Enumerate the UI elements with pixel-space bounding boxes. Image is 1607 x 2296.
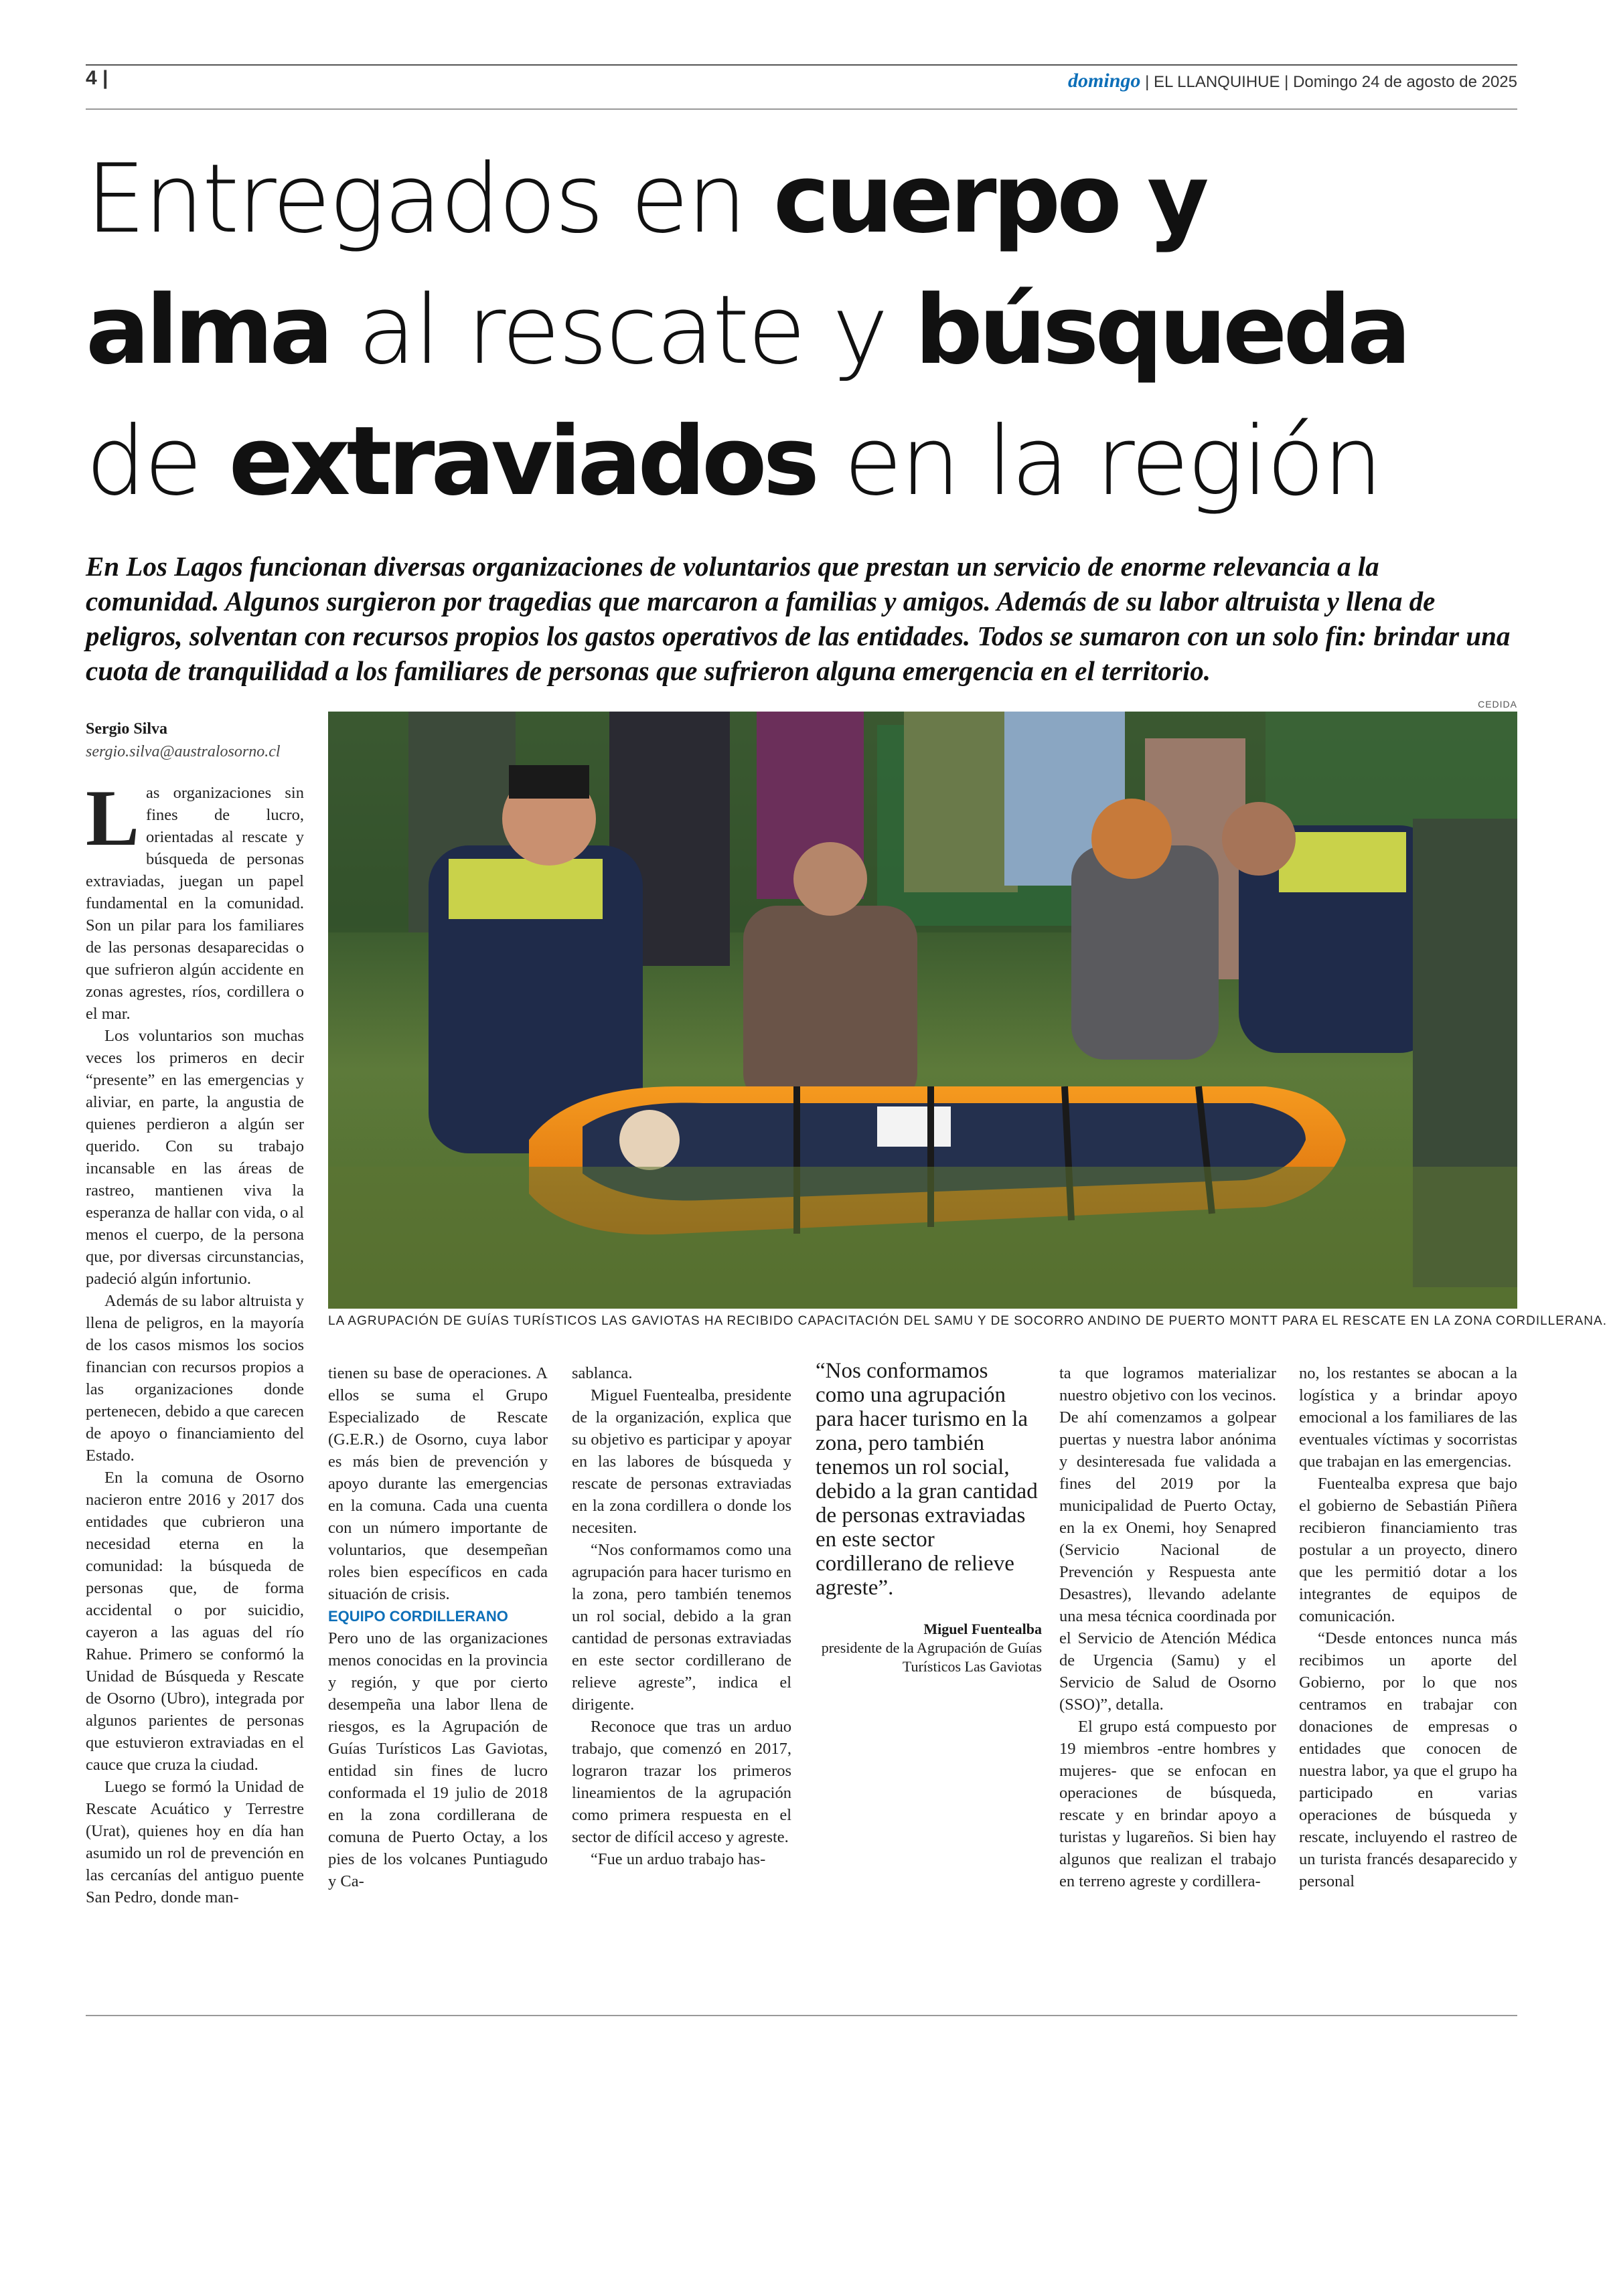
page-number: 4 | xyxy=(86,67,108,89)
article-column-3: sablanca. Miguel Fuentealba, presidente de la organización, explica que su objetivo es participar y apoyar en las labores de búsqueda y rescate de personas extraviadas en la zona cordillera o donde los necesiten. “Nos conformamos como una agrupación para hacer turismo en la zona, pero también tenemos un rol social, debido a la gran cantidad de personas extraviadas en este sector cordillerano de relieve agreste”, indica el dirigente. Reconoce que tras un arduo trabajo, que comenzó en 2017, lograron trazar los primeros lineamientos de la agrupación como primera respuesta en el sector de difícil acceso y agreste. “Fue un arduo trabajo has- xyxy=(572,1364,791,1868)
bottom-rule xyxy=(86,2015,1517,2016)
author-email: sergio.silva@australosorno.cl xyxy=(86,743,281,760)
photo-credit: CEDIDA xyxy=(1478,699,1517,710)
top-rule xyxy=(86,64,1517,66)
quote-attribution: Miguel Fuentealba presidente de la Agrupación de Guías Turísticos Las Gaviotas xyxy=(821,1621,1042,1675)
rescue-training-photo xyxy=(328,712,1517,1309)
issue-date: Domingo 24 de agosto de 2025 xyxy=(1293,73,1517,91)
article-column-6: no, los restantes se abocan a la logística y a brindar apoyo emocional a los familiares de las eventuales víctimas y socorristas que trabajan en las emergencias. Fuentealba expresa que bajo el gobierno de Sebastián Piñera recibieron financiamiento tras postular a un proyecto, dinero que les permitió dotar a los integrantes de equipos de comunicación. “Desde entonces nunca más recibimos un aporte del Gobierno, por lo que nos centramos en trabajar con donaciones de empresas o entidades que conocen de nuestra labor, ya que el grupo ha participado en varias operaciones de búsqueda y rescate, incluyendo el rastreo de un turista francés desaparecido y personal xyxy=(1299,1364,1517,1890)
pull-quote: “Nos conformamos como una agrupación para hacer turismo en la zona, pero también tenemos un rol social, debido a la gran cantidad de personas extraviadas en este sector cordillerano de relieve agreste”. xyxy=(816,1359,1038,1600)
section-subhead: EQUIPO CORDILLERANO xyxy=(328,1608,508,1625)
dropcap: L xyxy=(86,773,140,862)
article-column-1: Las organizaciones sin fines de lucro, orientadas al rescate y búsqueda de personas extraviadas, juegan un papel fundamental en la comunidad. Son un pilar para los familiares de las personas desaparecidas o que sufrieron algún accidente en zonas agrestes, ríos, cordillera o el mar. Los voluntarios son muchas veces los primeros en decir “presente” en las emergencias y aliviar, en parte, la angustia de quienes perdieron a algún ser querido. Con su trabajo incansable en las áreas de rastreo, mantienen viva la esperanza de hallar con vida, o al menos el cuerpo, de la persona que, por diversas circunstancias, padeció algún infortunio. Además de su labor altruista y llena de peligros, en la mayoría de los casos mismos los socios financian con recursos propios a las organizaciones donde pertenecen, debido a que carecen de apoyo o financiamiento del Estado. En la comuna de Osorno nacieron entre 2016 y 2017 dos entidades que cubrieron una necesidad eterna en la comunidad: la búsqueda de personas que, de forma accidental o por suicidio, cayeron a las aguas del río Rahue. Primero se conformó la Unidad de Búsqueda y Rescate de Osorno (Ubro), integrada por algunos parientes de personas que estuvieron extraviadas en el cauce que cruza la ciudad. Luego se formó la Unidad de Rescate Acuático y Terrestre (Urat), quienes hoy en día han asumido un rol de prevención en las cercanías del antiguo puente San Pedro, donde man- xyxy=(86,773,304,1906)
byline xyxy=(86,718,281,763)
photo-caption: LA AGRUPACIÓN DE GUÍAS TURÍSTICOS LAS GAVIOTAS HA RECIBIDO CAPACITACIÓN DEL SAMU Y DE SOCORRO ANDINO DE PUERTO MONTT PARA EL RESCATE EN LA ZONA CORDILLERANA. xyxy=(328,1314,1607,1328)
article-column-5: ta que logramos materializar nuestro objetivo con los vecinos. De ahí comenzamos a golpear puertas y nuestra labor anónima y desinteresada fue validada a fines del 2019 por la municipalidad de Puerto Octay, en la ex Onemi, hoy Senapred (Servicio Nacional de Prevención y Respuesta ante Desastres), llevando adelante una mesa técnica coordinada por el Servicio de Atención Médica de Urgencia (Samu) y el Servicio de Salud de Osorno (SSO)”, detalla. El grupo está compuesto por 19 miembros -entre hombres y mujeres- que se enfocan en operaciones de búsqueda, rescate y en brindar apoyo a turistas y lugareños. Si bien hay algunos que realizan el trabajo en terreno agreste y cordillera- xyxy=(1059,1364,1276,1890)
author-name: Sergio Silva xyxy=(86,720,168,738)
masthead: domingo | EL LLANQUIHUE | Domingo 24 de agosto de 2025 xyxy=(1068,70,1517,92)
lead-paragraph: En Los Lagos funcionan diversas organizaciones de voluntarios que prestan un servicio de enorme relevancia a la comunidad. Algunos surgieron por tragedias que marcaron a familias y amigos. Además de su labor altruista y llena de peligros, solventan con recursos propios los gastos operativos de las entidades. Todos se sumaron con un solo fin: brindar una cuota de tranquilidad a los familiares de personas que sufrieron alguna emergencia en el territorio. xyxy=(86,551,1511,686)
paper-name: EL LLANQUIHUE xyxy=(1153,73,1280,91)
headline: Entregados en cuerpo y alma al rescate y búsqueda de extraviados en la región xyxy=(86,144,1407,517)
article-column-2: tienen su base de operaciones. A ellos se suma el Grupo Especializado de Rescate (G.E.R.) de Osorno, cuya labor es más bien de prevención y apoyo durante las emergencias en la comuna. Cada una cuenta con un número importante de voluntarios, que desempeñan roles bien específicos en cada situación de crisis. EQUIPO CORDILLERANO Pero uno de las organizaciones menos conocidas en la provincia y región, y que por cierto desempeña una labor llena de riesgos, es la Agrupación de Guías Turísticos Las Gaviotas, entidad sin fines de lucro conformada el 19 julio de 2018 en la zona cordillerana de comuna de Puerto Octay, a los pies de los volcanes Puntiagudo y Ca- xyxy=(328,1364,548,1890)
brand-name: domingo xyxy=(1068,70,1141,92)
header-rule xyxy=(86,108,1517,110)
